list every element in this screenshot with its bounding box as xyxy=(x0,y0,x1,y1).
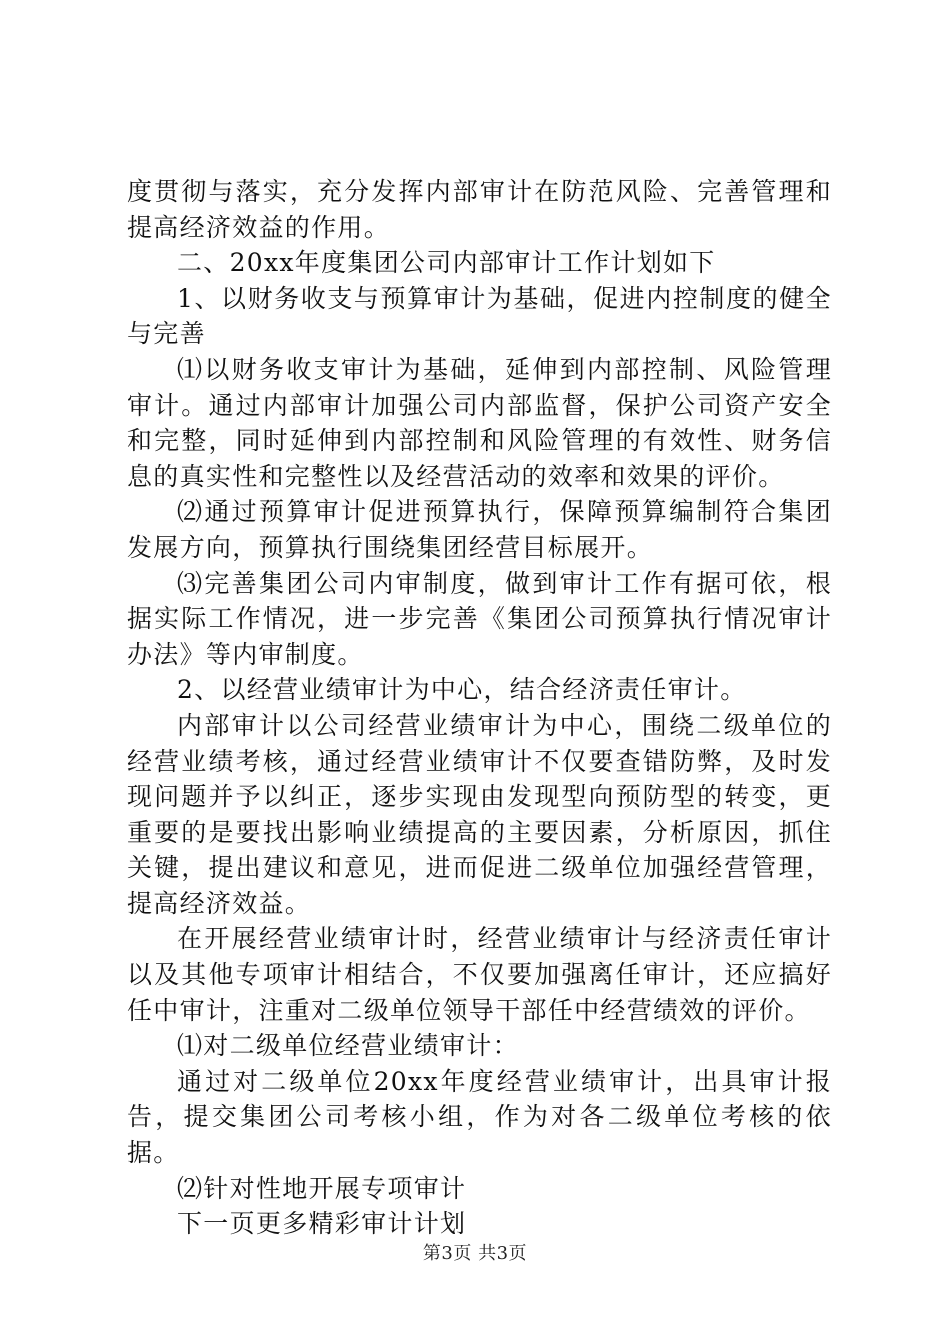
document-body xyxy=(127,174,832,1242)
list-item-1-2: ⑵通过预算审计促进预算执行，保障预算编制符合集团发展方向，预算执行围绕集团经营目标展开。 xyxy=(127,497,832,562)
subheading-item-2: 2、以经营业绩审计为中心，结合经济责任审计。 xyxy=(177,675,747,705)
next-page-link[interactable]: 下一页更多精彩审计计划 xyxy=(177,1209,467,1239)
paragraph-intro-continuation: 度贯彻与落实，充分发挥内部审计在防范风险、完善管理和提高经济效益的作用。 xyxy=(127,177,832,242)
list-item-2-2: ⑵针对性地开展专项审计 xyxy=(177,1173,467,1203)
page-number-footer: 第3页 共3页 xyxy=(422,1243,528,1264)
paragraph-performance-audit: 内部审计以公司经营业绩审计为中心，围绕二级单位的经营业绩考核，通过经营业绩审计不仅要查错防弊，及时发现问题并予以纠正，逐步实现由发现型向预防型的转变，更重要的是要找出影响业绩提高的主要因素，分析原因，抓住关键，提出建议和意见，进而促进二级单位加强经营管理，提高经济效益。 xyxy=(127,710,832,918)
subheading-item-1: 1、以财务收支与预算审计为基础，促进内控制度的健全与完善 xyxy=(127,283,832,349)
section-heading-2: 二、20xx年度集团公司内部审计工作计划如下 xyxy=(177,248,716,278)
list-item-1-3: ⑶完善集团公司内审制度，做到审计工作有据可依，根据实际工作情况，进一步完善《集团公司预算执行情况审计办法》等内审制度。 xyxy=(127,568,832,669)
paragraph-audit-report: 通过对二级单位20xx年度经营业绩审计，出具审计报告，提交集团公司考核小组，作为对各二级单位考核的依据。 xyxy=(127,1066,832,1168)
paragraph-combined-audit: 在开展经营业绩审计时，经营业绩审计与经济责任审计以及其他专项审计相结合，不仅要加强离任审计，还应搞好任中审计，注重对二级单位领导干部任中经营绩效的评价。 xyxy=(127,924,832,1025)
list-item-2-1: ⑴对二级单位经营业绩审计： xyxy=(177,1031,519,1061)
list-item-1-1: ⑴以财务收支审计为基础，延伸到内部控制、风险管理审计。通过内部审计加强公司内部监督，保护公司资产安全和完整，同时延伸到内部控制和风险管理的有效性、财务信息的真实性和完整性以及经营活动的效率和效果的评价。 xyxy=(127,354,832,491)
